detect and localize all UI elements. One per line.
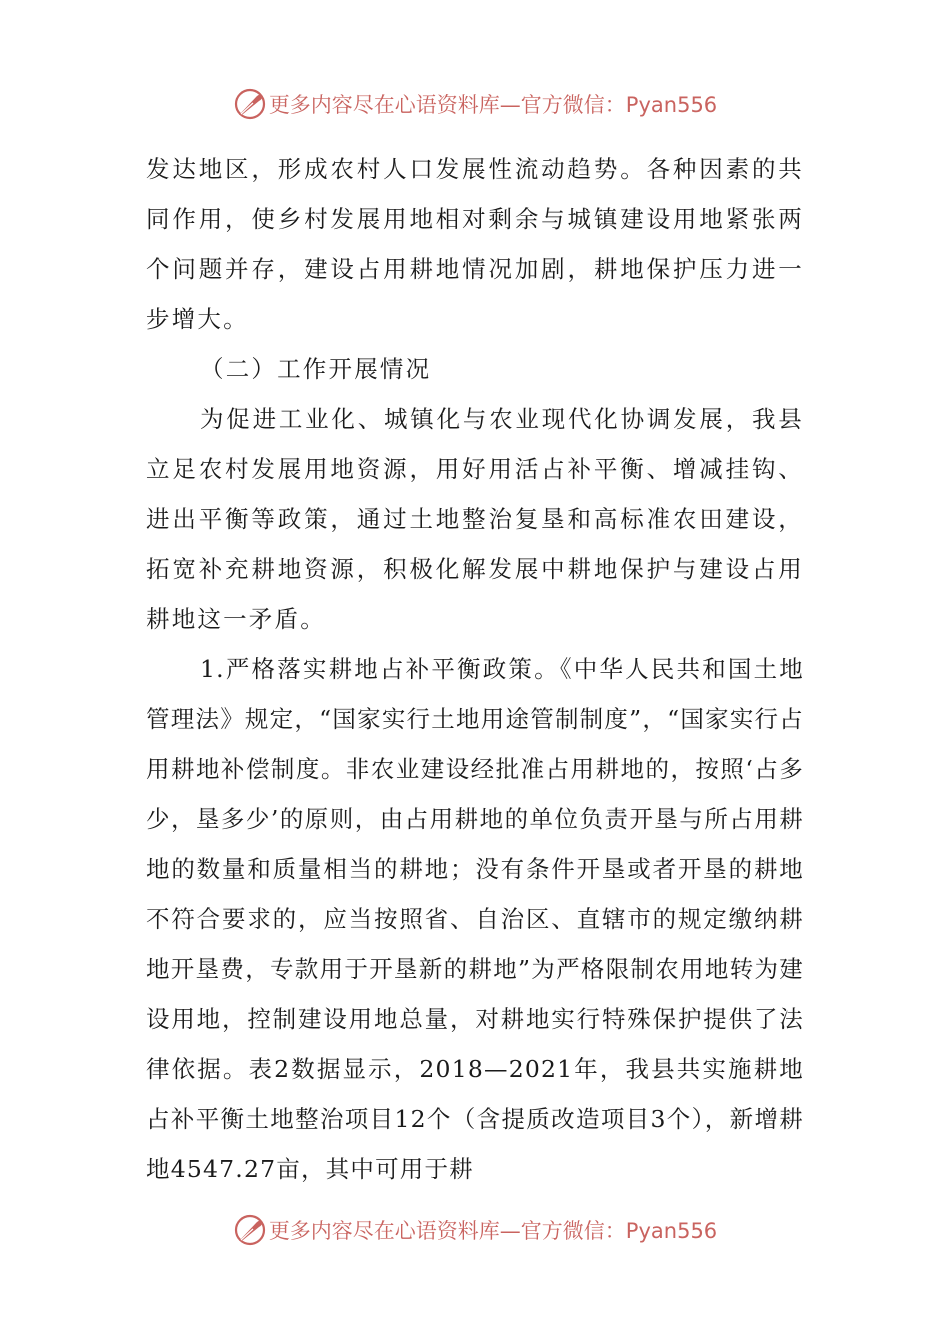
pen-feather-logo-icon	[233, 1213, 267, 1247]
paragraph-policy: 1.严格落实耕地占补平衡政策。《中华人民共和国土地管理法》规定，“国家实行土地用途管制制度”，“国家实行占用耕地补偿制度。非农业建设经批准占用耕地的，按照‘占多少，垦多少’的原则，由占用耕地的单位负责开垦与所占用耕地的数量和质量相当的耕地；没有条件开垦或者开垦的耕地不符合要求的，应当按照省、自治区、直辖市的规定缴纳耕地开垦费，专款用于开垦新的耕地”为严格限制农用地转为建设用地，控制建设用地总量，对耕地实行特殊保护提供了法律依据。表2数据显示，2018—2021年，我县共实施耕地占补平衡土地整治项目12个（含提质改造项目3个），新增耕地4547.27亩，其中可用于耕	[146, 655, 804, 1183]
header-banner	[0, 82, 950, 126]
banner-text: 更多内容尽在心语资料库—官方微信：Pyan556	[268, 93, 718, 117]
section-heading: （二）工作开展情况	[200, 355, 432, 383]
paragraph-work-overview: 为促进工业化、城镇化与农业现代化协调发展，我县立足农村发展用地资源，用好用活占补平衡、增减挂钩、进出平衡等政策，通过土地整治复垦和高标准农田建设，拓宽补充耕地资源，积极化解发展中耕地保护与建设占用耕地这一矛盾。	[146, 405, 804, 633]
pen-feather-logo-icon	[233, 87, 267, 121]
banner-text: 更多内容尽在心语资料库—官方微信：Pyan556	[268, 1219, 718, 1243]
document-body	[146, 144, 804, 1194]
footer-banner	[0, 1208, 950, 1252]
paragraph-continued: 发达地区，形成农村人口发展性流动趋势。各种因素的共同作用，使乡村发展用地相对剩余与城镇建设用地紧张两个问题并存，建设占用耕地情况加剧，耕地保护压力进一步增大。	[146, 155, 804, 333]
